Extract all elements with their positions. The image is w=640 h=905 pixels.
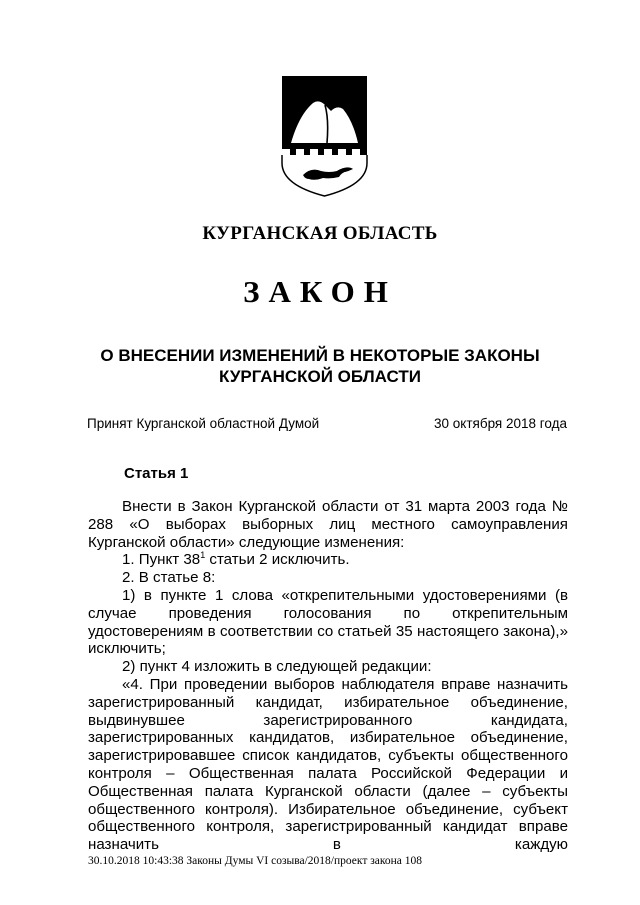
coat-of-arms-icon — [281, 75, 368, 197]
article-heading: Статья 1 — [124, 465, 189, 482]
paragraph-item-1-tail: статьи 2 исключить. — [205, 551, 350, 569]
adopted-date: 30 октября 2018 года — [434, 416, 567, 431]
paragraph-item-1-text: 1. Пункт 38 — [122, 551, 201, 569]
paragraph-quoted-text: «4. При проведении выборов наблюдателя вправе назначить зарегистрированный кандидат, избирательное объединение, выдвинувшее зарегистрированного кандидата, зарегистрированных кандидатов, избирательное объединение, зарегистрировавшее список кандидатов, субъекты общественного контроля – Общественная палата Российской Федерации и Общественная палата Курганской области (далее – субъекты общественного контроля). Избирательное объединение, субъект общественного контроля, зарегистрированный кандидат вправе назначить в каждую — [88, 675, 568, 854]
law-subtitle-line-1: О ВНЕСЕНИИ ИЗМЕНЕНИЙ В НЕКОТОРЫЕ ЗАКОНЫ — [100, 346, 540, 365]
adopted-by: Принят Курганской областной Думой — [87, 416, 320, 431]
region-title: КУРГАНСКАЯ ОБЛАСТЬ — [202, 223, 438, 244]
law-subtitle — [0, 345, 640, 387]
paragraph-subitem-2: 2) пункт 4 изложить в следующей редакции: — [122, 658, 432, 676]
law-subtitle-line-2: КУРГАНСКОЙ ОБЛАСТИ — [219, 367, 421, 386]
paragraph-item-2: 2. В статье 8: — [122, 569, 216, 587]
adoption-line — [87, 416, 567, 431]
paragraph-subitem-1: 1) в пункте 1 слова «открепительными удостоверениями (в случае проведения голосования по открепительным удостоверениям в соответствии со статьей 35 настоящего закона),» исключить; — [88, 586, 568, 658]
article-body — [88, 498, 568, 854]
superscript: 1 — [200, 550, 206, 561]
paragraph-item-1 — [88, 551, 568, 569]
paragraph-intro: Внести в Закон Курганской области от 31 марта 2003 года № 288 «О выборах выборных лиц местного самоуправления Курганской области» следующие изменения: — [88, 498, 568, 551]
footer-stamp: 30.10.2018 10:43:38 Законы Думы VI созыва/2018/проект закона 108 — [88, 855, 423, 867]
law-title: ЗАКОН — [243, 274, 397, 309]
